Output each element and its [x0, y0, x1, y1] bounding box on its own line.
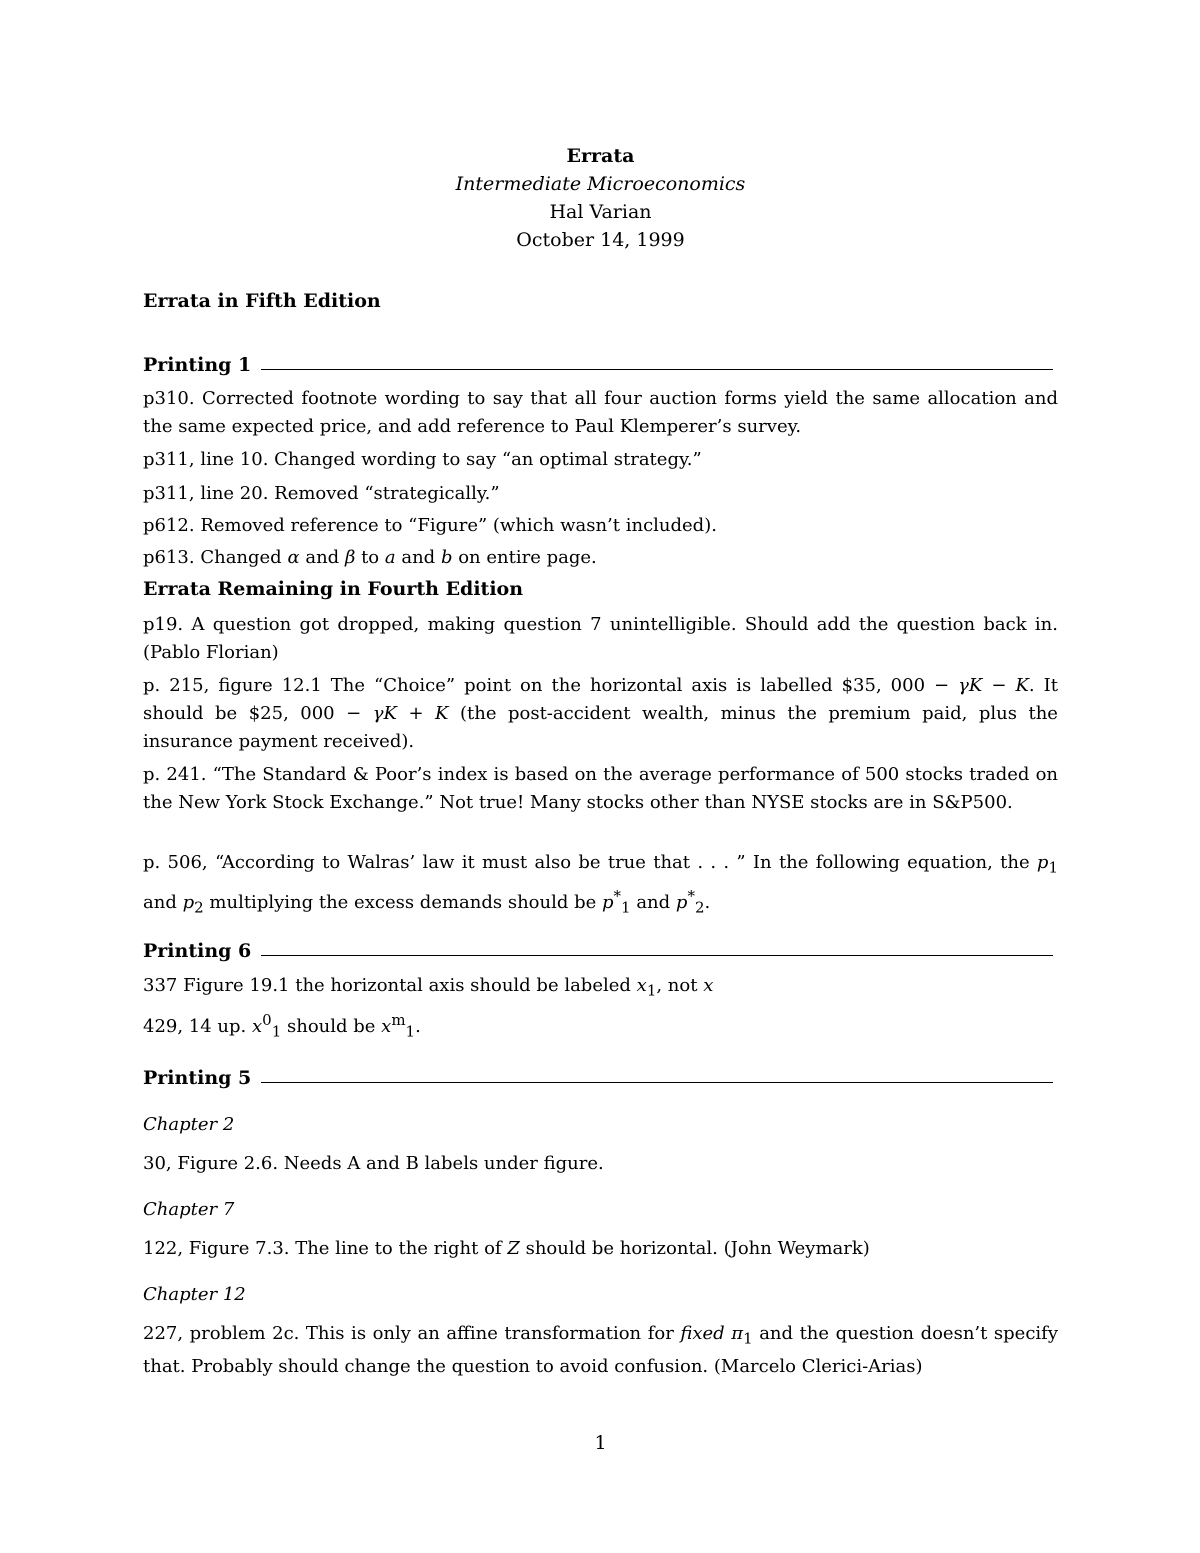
erratum-p506: p. 506, “According to Walras’ law it must also be true that . . . ” In the following equation, the $p_1$ and $p_2$ multiplying the excess demands should be $p^*_1$ and $p^*_2$. — [143, 852, 1058, 917]
heading-rule — [261, 369, 1053, 370]
chapter-2-label: Chapter 2 — [143, 1114, 235, 1135]
printing-5-label: Printing 5 — [143, 1067, 252, 1089]
heading-rule — [261, 1082, 1053, 1083]
page-number: 1 — [594, 1432, 607, 1454]
date: October 14, 1999 — [516, 229, 685, 251]
erratum-337: 337 Figure 19.1 the horizontal axis should be labeled $x_1$, not x — [143, 975, 714, 1000]
erratum-p311-line20: p311, line 20. Removed “strategically.” — [143, 483, 500, 504]
heading-rule — [261, 955, 1053, 956]
printing-1-label: Printing 1 — [143, 354, 252, 376]
remaining-heading: Errata Remaining in Fourth Edition — [143, 578, 524, 600]
edition-heading: Errata in Fifth Edition — [143, 290, 381, 312]
printing-1-heading — [143, 354, 1053, 376]
erratum-p613: p613. Changed α and β to a and b on entire page. — [143, 547, 597, 568]
erratum-p241: p. 241. “The Standard & Poor’s index is based on the average performance of 500 stocks traded on the New York Stock Exchange.” Not true! Many stocks other than NYSE stocks are in S&P500. — [143, 764, 1058, 813]
chapter-7-label: Chapter 7 — [143, 1199, 235, 1220]
erratum-p310: p310. Corrected footnote wording to say that all four auction forms yield the same allocation and the same expected price, and add reference to Paul Klemperer’s survey. — [143, 388, 1058, 437]
book-title: Intermediate Microeconomics — [455, 173, 746, 195]
document-title: Errata — [566, 145, 635, 167]
erratum-p311-line10: p311, line 10. Changed wording to say “an optimal strategy.” — [143, 449, 702, 470]
erratum-p612: p612. Removed reference to “Figure” (which wasn’t included). — [143, 515, 717, 536]
erratum-p19: p19. A question got dropped, making question 7 unintelligible. Should add the question back in. (Pablo Florian) — [143, 614, 1058, 663]
erratum-p215: p. 215, figure 12.1 The “Choice” point on the horizontal axis is labelled $35, 000 − γK − K. It should be $25, 000 − γK + K (the post-accident wealth, minus the premium paid, plus the insurance payment received). — [143, 675, 1058, 752]
chapter-12-label: Chapter 12 — [143, 1284, 246, 1305]
erratum-227: 227, problem 2c. This is only an affine transformation for fixed $\pi_1$ and the question doesn’t specify that. Probably should change the question to avoid confusion. (Marcelo Clerici-Arias) — [143, 1323, 1058, 1377]
erratum-30: 30, Figure 2.6. Needs A and B labels under figure. — [143, 1153, 604, 1174]
printing-5-heading — [143, 1067, 1053, 1089]
erratum-429: 429, 14 up. $x^0_1$ should be $x^m_1$. — [143, 1011, 421, 1041]
title-block — [143, 142, 1058, 254]
erratum-122: 122, Figure 7.3. The line to the right of Z should be horizontal. (John Weymark) — [143, 1238, 870, 1259]
author: Hal Varian — [549, 201, 652, 223]
printing-6-label: Printing 6 — [143, 940, 252, 962]
printing-6-heading — [143, 940, 1053, 962]
